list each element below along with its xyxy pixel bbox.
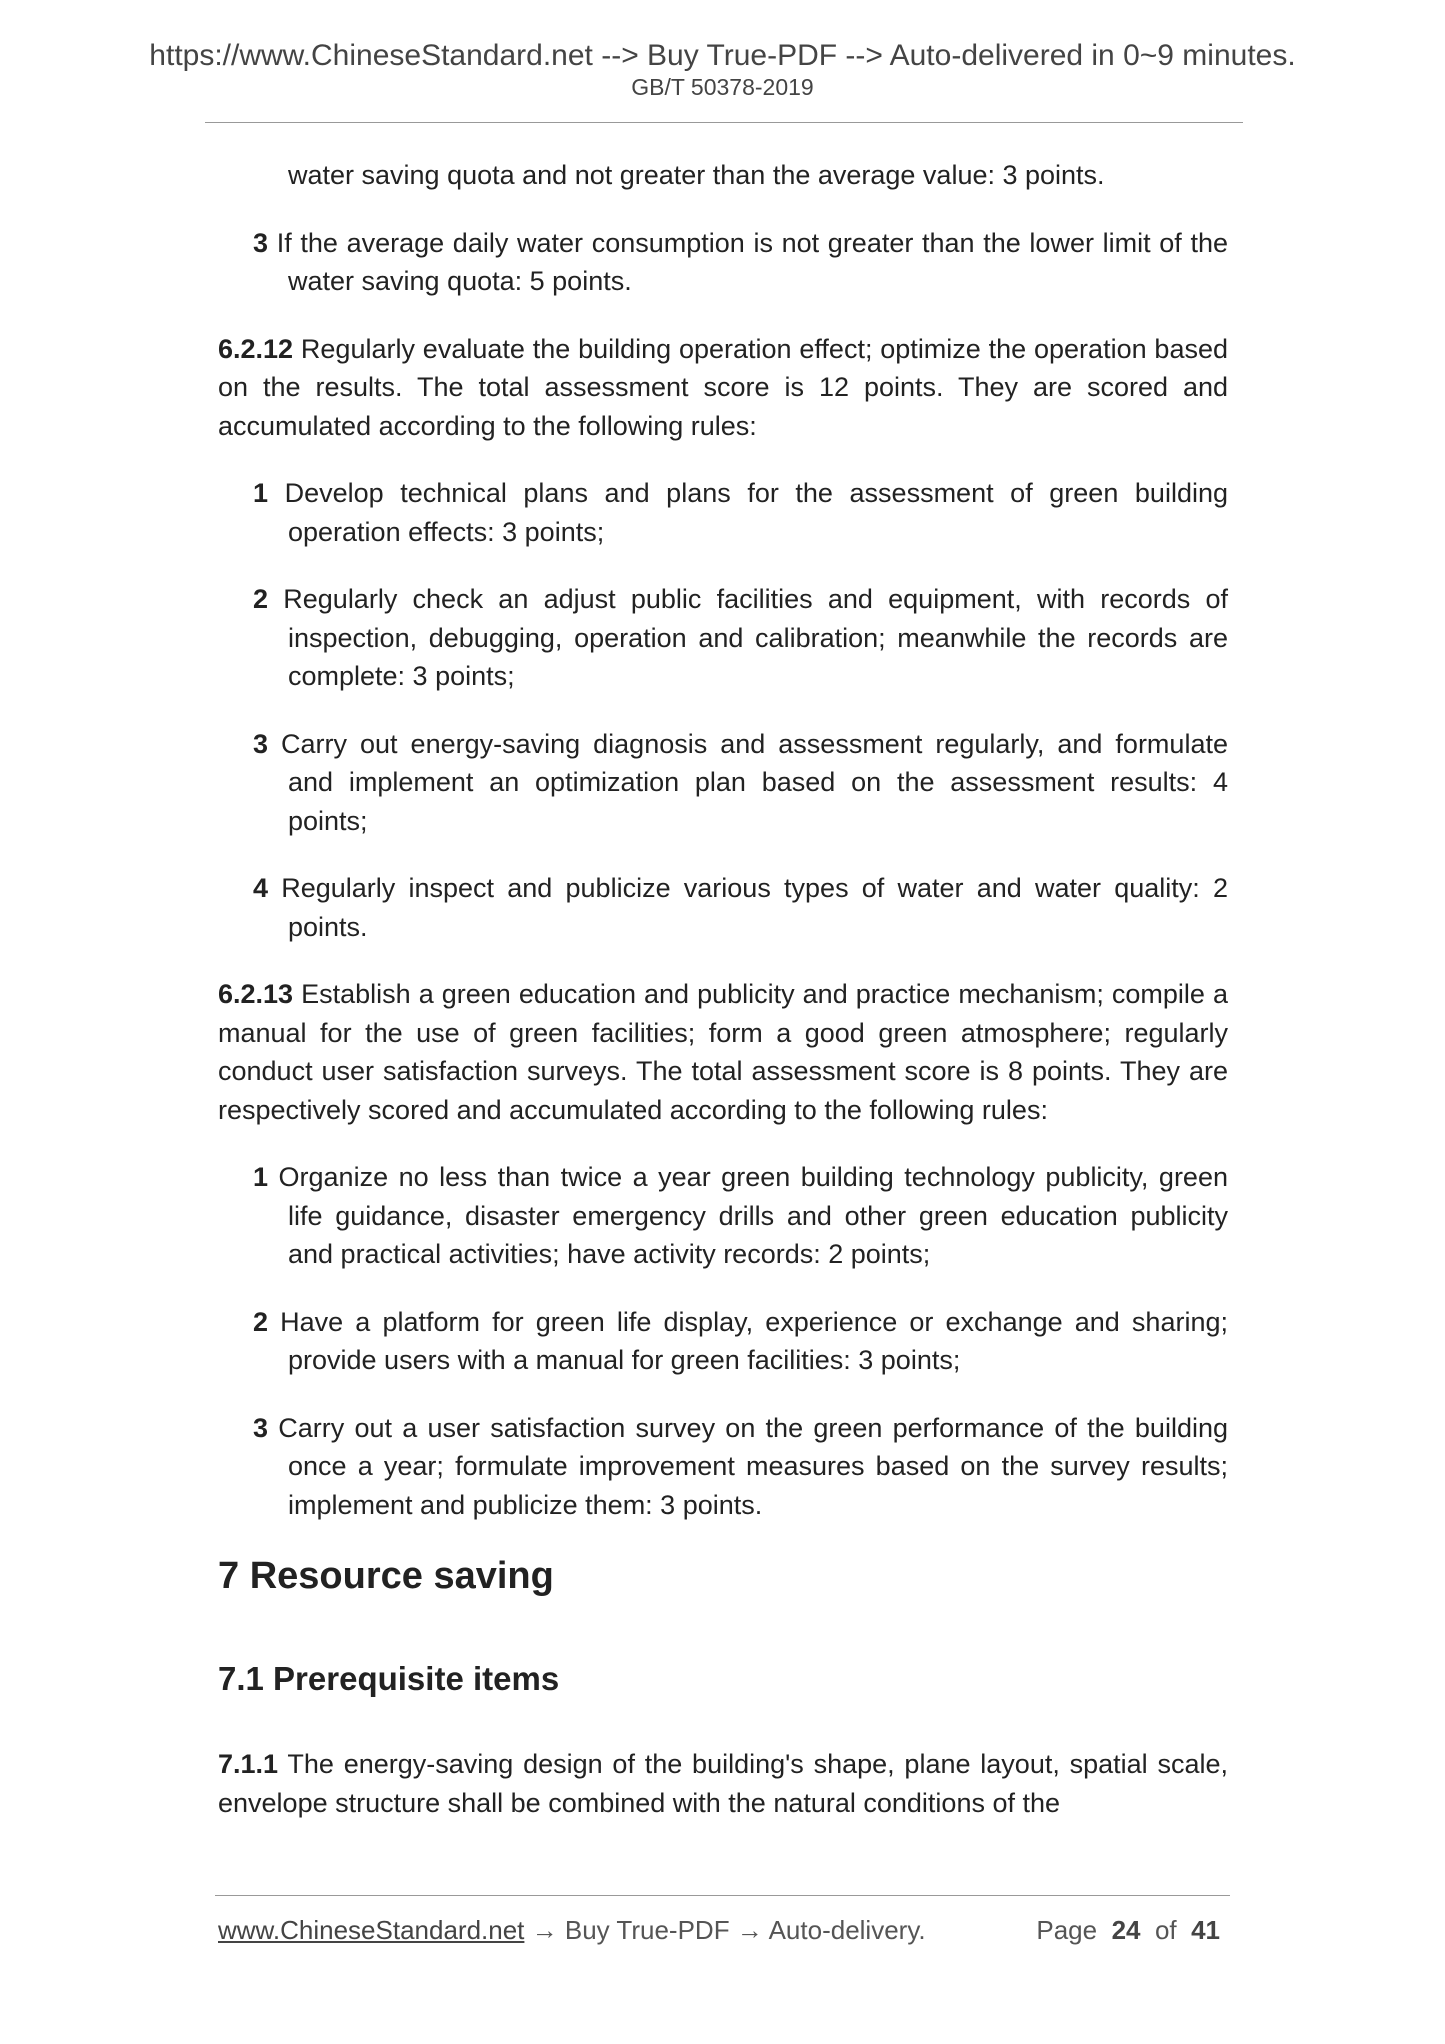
page-label: Page <box>1036 1915 1098 1945</box>
list-item <box>218 1409 1228 1525</box>
clause-number: 7.1.1 <box>218 1749 279 1779</box>
clause-number: 6.2.13 <box>218 979 294 1009</box>
item-number: 3 <box>253 728 269 759</box>
page-footer <box>218 1914 1228 1946</box>
item-number: 2 <box>253 584 269 614</box>
chapter-title: 7 Resource saving <box>218 1555 554 1597</box>
footer-tagline: → Buy True-PDF → Auto-delivery. <box>531 1915 926 1945</box>
of-label: of <box>1154 1915 1177 1945</box>
item-text: Carry out a user satisfaction survey on the green performance of the building once a year; formulate improvement measures based on the survey results; implement and publicize them: 3 points. <box>278 1412 1228 1520</box>
list-item <box>218 869 1228 946</box>
item-text: Develop technical plans and plans for the assessment of green building operation effects: 3 points; <box>284 478 1228 547</box>
item-number: 1 <box>253 1162 269 1192</box>
page-indicator <box>1036 1914 1220 1946</box>
url-banner[interactable]: https://www.ChineseStandard.net --> Buy True-PDF --> Auto-delivered in 0~9 minutes. <box>149 39 1296 72</box>
clause-6-2-12 <box>218 330 1228 446</box>
list-item <box>218 474 1228 551</box>
item-number: 3 <box>253 1412 269 1443</box>
clause-7-1-1 <box>218 1745 1228 1822</box>
footer-site-link[interactable]: www.ChineseStandard.net <box>218 1915 525 1945</box>
clause-text: Establish a green education and publicity and practice mechanism; compile a manual for the use of green facilities; form a good green atmosphere; regularly conduct user satisfaction surveys. The total assessment score is 8 points. They are respectively scored and accumulated according to the following rules: <box>218 979 1228 1125</box>
standard-code: GB/T 50378-2019 <box>631 74 814 100</box>
item-text: Organize no less than twice a year green building technology publicity, green life guidance, disaster emergency drills and other green education publicity and practical activities; have activity records: 2 points; <box>278 1162 1228 1269</box>
item-text: Carry out energy-saving diagnosis and assessment regularly, and formulate and implement an optimization plan based on the assessment results: 4 points; <box>281 728 1228 836</box>
item-number: 3 <box>253 227 269 258</box>
item-text: If the average daily water consumption is not greater than the lower limit of the water saving quota: 5 points. <box>276 227 1228 296</box>
list-item <box>218 725 1228 841</box>
list-item <box>218 1158 1228 1274</box>
document-body <box>218 156 1228 1851</box>
item-number: 2 <box>253 1306 269 1337</box>
list-item <box>218 224 1228 301</box>
list-item <box>218 1303 1228 1380</box>
total-pages: 41 <box>1191 1915 1220 1945</box>
list-item <box>218 580 1228 696</box>
clause-text: Regularly evaluate the building operation effect; optimize the operation based on the results. The total assessment score is 12 points. They are scored and accumulated according to the following rules: <box>218 333 1228 441</box>
footer-divider <box>215 1895 1230 1896</box>
item-number: 1 <box>253 478 269 508</box>
clause-text: The energy-saving design of the building's shape, plane layout, spatial scale, envelope structure shall be combined with the natural conditions of the <box>218 1749 1228 1818</box>
page-number: 24 <box>1111 1915 1141 1945</box>
header-divider <box>205 122 1243 123</box>
clause-number: 6.2.12 <box>218 333 294 364</box>
item-text: Regularly check an adjust public facilities and equipment, with records of inspection, debugging, operation and calibration; meanwhile the records are complete: 3 points; <box>283 584 1228 691</box>
clause-6-2-13 <box>218 975 1228 1129</box>
section-title: 7.1 Prerequisite items <box>218 1660 560 1697</box>
continued-text: water saving quota and not greater than the average value: 3 points. <box>288 160 1105 190</box>
item-text: Have a platform for green life display, experience or exchange and sharing; provide users with a manual for green facilities: 3 points; <box>280 1306 1228 1375</box>
item-number: 4 <box>253 873 269 903</box>
item-text: Regularly inspect and publicize various types of water and water quality: 2 points. <box>281 873 1228 942</box>
